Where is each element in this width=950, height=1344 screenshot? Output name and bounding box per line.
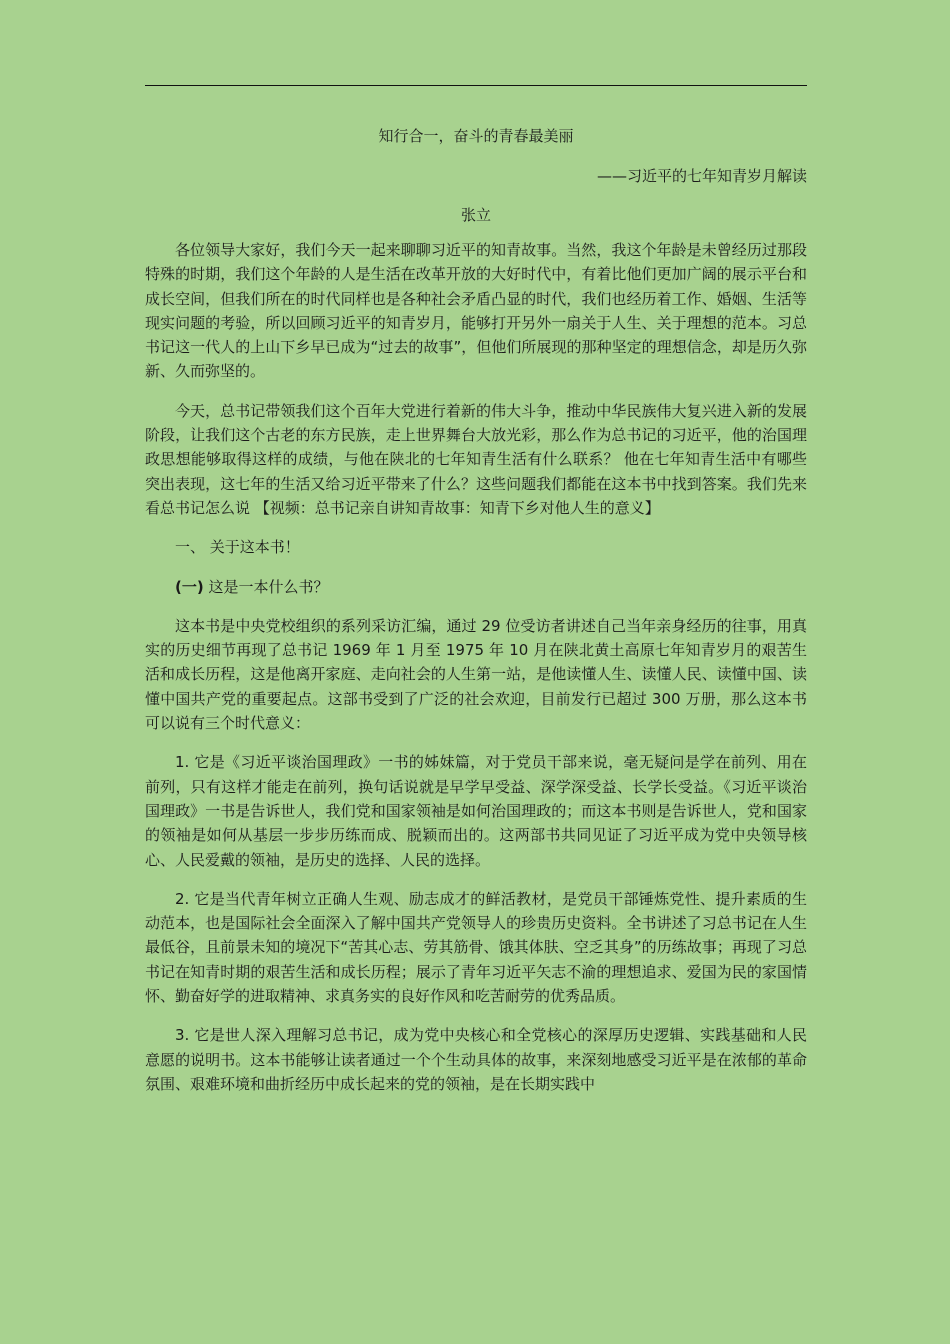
header-rule: [145, 85, 807, 86]
document-author: 张立: [460, 206, 491, 224]
document-title: 知行合一，奋斗的青春最美丽: [378, 127, 574, 145]
paragraph-point-2: 2. 它是当代青年树立正确人生观、励志成才的鲜活教材，是党员干部锤炼党性、提升素质的生动范本，也是国际社会全面深入了解中国共产党领导人的珍贵历史资料。全书讲述了习总书记在人生最低谷，且前景未知的境况下“苦其心志、劳其筋骨、饿其体肤、空乏其身”的历练故事；再现了习总书记在知青时期的艰苦生活和成长历程；展示了青年习近平矢志不渝的理想追求、爱国为民的家国情怀、勤奋好学的进取精神、求真务实的良好作风和吃苦耐劳的优秀品质。: [145, 889, 807, 1006]
section-heading-one: 一、 关于这本书！: [175, 538, 300, 557]
document-body: [145, 122, 807, 1111]
subsection-text: 这是一本什么书？: [203, 577, 329, 596]
subsection-heading: [145, 575, 807, 599]
subsection-label: (一): [175, 577, 204, 596]
document-subtitle: ——习近平的七年知青岁月解读: [596, 167, 807, 185]
paragraph-point-3: 3. 它是世人深入理解习总书记，成为党中央核心和全党核心的深厚历史逻辑、实践基础和人民意愿的说明书。这本书能够让读者通过一个个生动具体的故事，来深刻地感受习近平是在浓郁的革命氛围、艰难环境和曲折经历中成长起来的党的领袖，是在长期实践中: [145, 1026, 807, 1093]
paragraph-today: 今天，总书记带领我们这个百年大党进行着新的伟大斗争，推动中华民族伟大复兴进入新的发展阶段，让我们这个古老的东方民族，走上世界舞台大放光彩，那么作为总书记的习近平，他的治国理政思想能够取得这样的成绩，与他在陕北的七年知青生活有什么联系？ 他在七年知青生活中有哪些突出表现，这七年的生活又给习近平带来了什么？这些问题我们都能在这本书中找到答案。我们先来看总书记怎么说 【视频：总书记亲自讲知青故事：知青下乡对他人生的意义】: [145, 401, 807, 517]
paragraph-book: 这本书是中央党校组织的系列采访汇编，通过 29 位受访者讲述自己当年亲身经历的往事，用真实的历史细节再现了总书记 1969 年 1 月至 1975 年 10 月在陕北黄土高原七年知青岁月的艰苦生活和成长历程，这是他离开家庭、走向社会的人生第一站，是他读懂人生、读懂人民、读懂中国、读懂中国共产党的重要起点。这部书受到了广泛的社会欢迎，目前发行已超过 300 万册，那么这本书可以说有三个时代意义：: [145, 616, 807, 733]
paragraph-point-1: 1. 它是《习近平谈治国理政》一书的姊妹篇，对于党员干部来说，毫无疑问是学在前列、用在前列，只有这样才能走在前列，换句话说就是早学早受益、深学深受益、长学长受益。《习近平谈治国理政》一书是告诉世人，我们党和国家领袖是如何治国理政的；而这本书则是告诉世人，党和国家的领袖是如何从基层一步步历练而成、脱颖而出的。这两部书共同见证了习近平成为党中央领导核心、人民爱戴的领袖，是历史的选择、人民的选择。: [145, 753, 807, 869]
paragraph-intro: 各位领导大家好，我们今天一起来聊聊习近平的知青故事。当然，我这个年龄是未曾经历过那段特殊的时期，我们这个年龄的人是生活在改革开放的大好时代中，有着比他们更加广阔的展示平台和成长空间，但我们所在的时代同样也是各种社会矛盾凸显的时代，我们也经历着工作、婚姻、生活等现实问题的考验，所以回顾习近平的知青岁月，能够打开另外一扇关于人生、关于理想的范本。习总书记这一代人的上山下乡早已成为“过去的故事”，但他们所展现的那种坚定的理想信念，却是历久弥新、久而弥坚的。: [145, 241, 807, 381]
